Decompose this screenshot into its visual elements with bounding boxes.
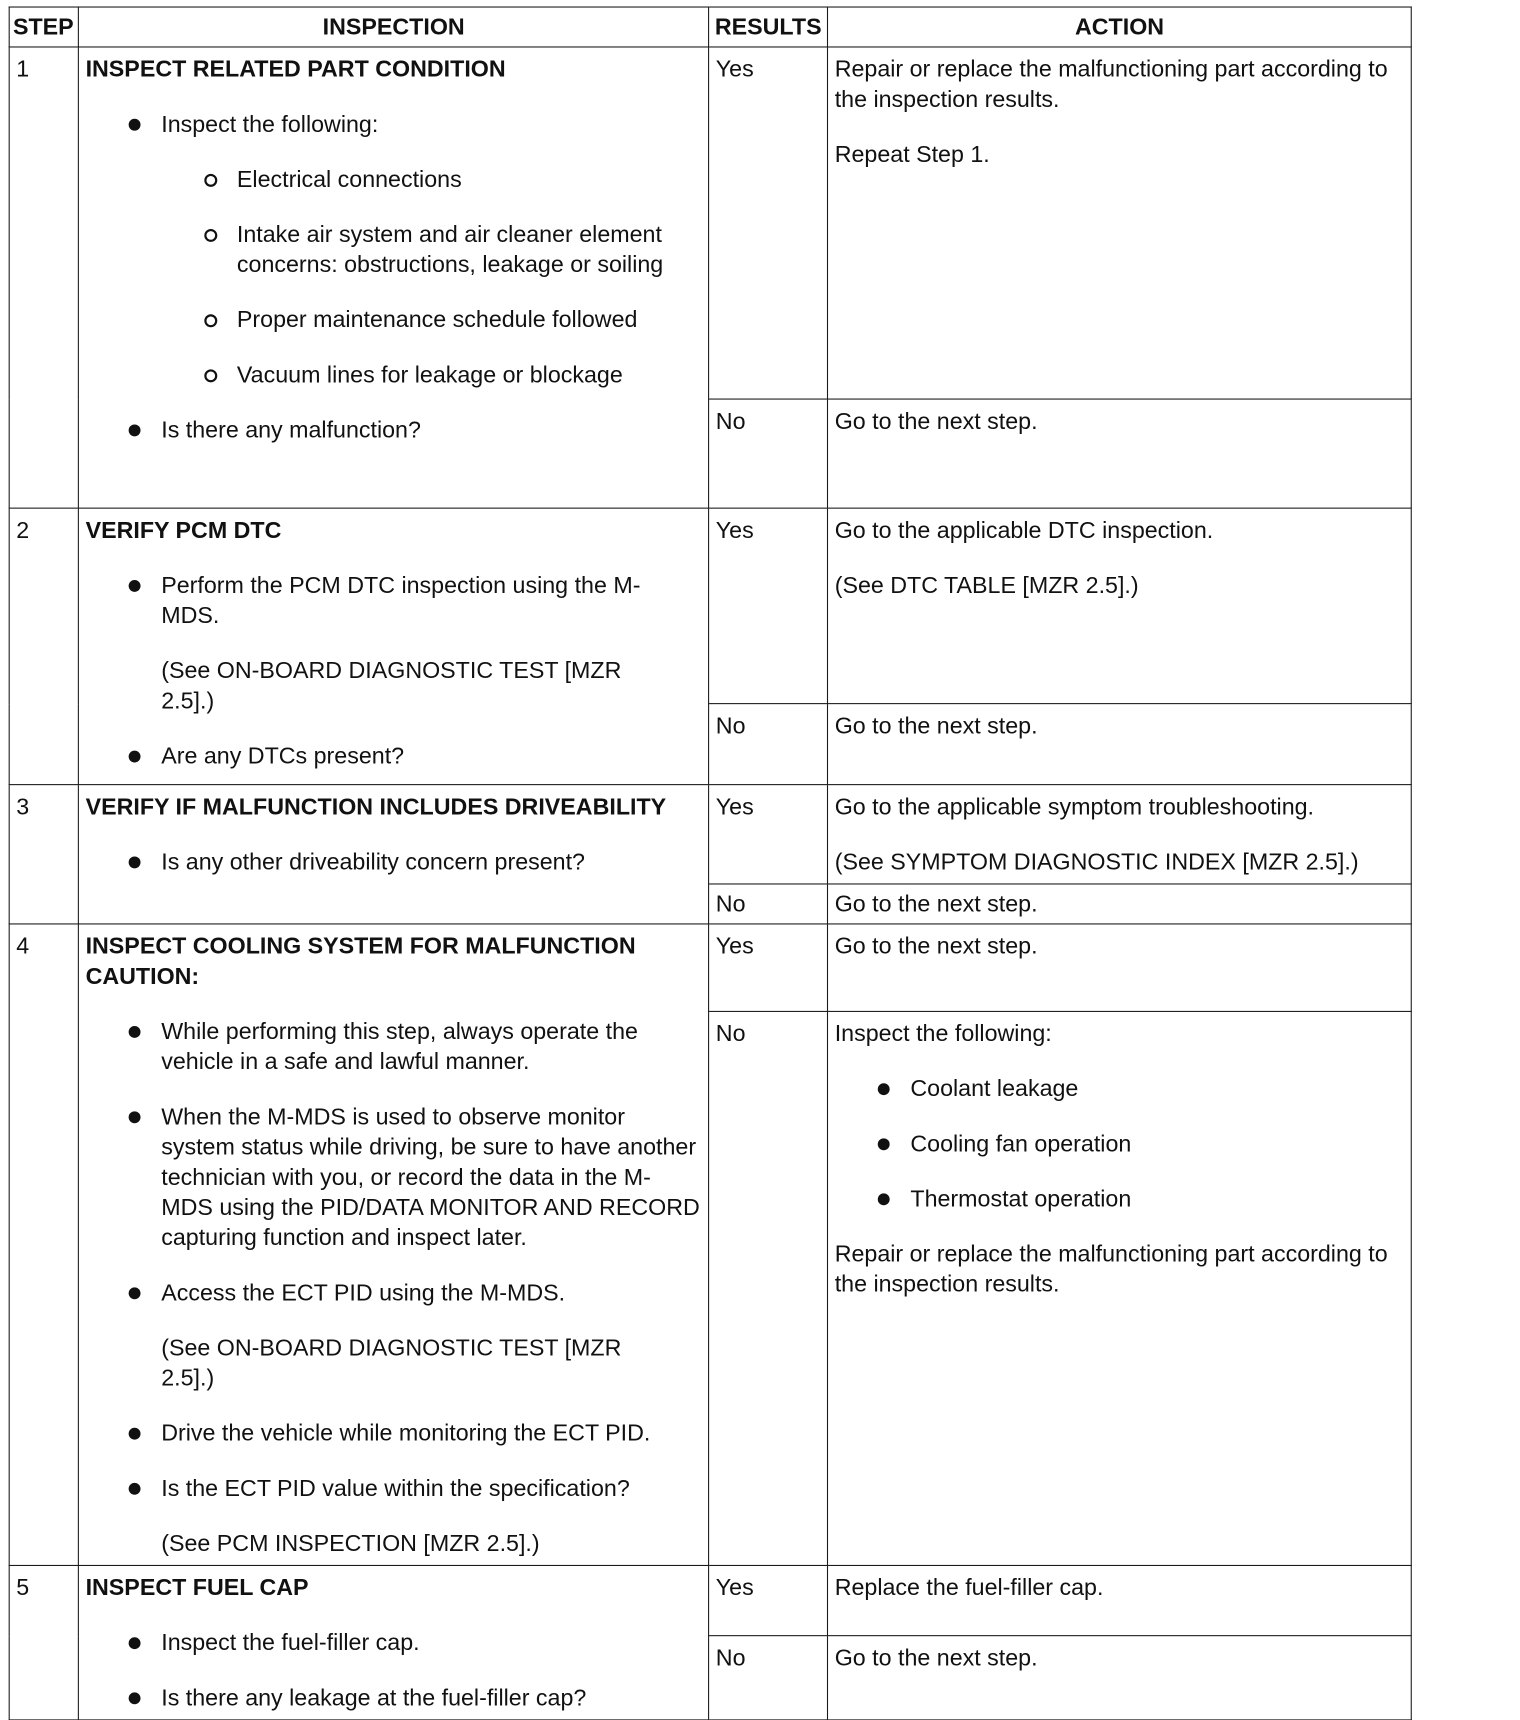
action-text: (See DTC TABLE [MZR 2.5].) (834, 572, 1139, 599)
step-number: 4 (9, 924, 78, 1566)
action-bullet-item: Cooling fan operation (910, 1129, 1404, 1159)
action-text: Go to the applicable DTC inspection. (834, 517, 1214, 544)
step-5-yes-row (9, 1565, 1411, 1635)
action-bullet-item: Thermostat operation (910, 1184, 1404, 1214)
step-title: VERIFY IF MALFUNCTION INCLUDES DRIVEABILITY (85, 793, 667, 820)
step-3-yes-row (9, 785, 1411, 884)
action-text: Go to the applicable symptom troubleshooting. (834, 793, 1315, 820)
header-inspection: INSPECTION (79, 7, 709, 47)
action-no (828, 1011, 1412, 1565)
action-text: Repeat Step 1. (834, 141, 990, 168)
result-no: No (709, 884, 828, 924)
bullet-item: Inspect the following: (161, 109, 702, 139)
question-item: Is any other driveability concern present? (161, 847, 702, 877)
step-number: 1 (9, 47, 78, 508)
result-yes: Yes (709, 47, 828, 399)
action-no: Go to the next step. (828, 704, 1412, 785)
step-title: INSPECT RELATED PART CONDITION (85, 56, 506, 83)
sub-bullet-item: Intake air system and air cleaner element concerns: obstructions, leakage or soiling (237, 219, 691, 279)
bullet-item: Access the ECT PID using the M-MDS. (161, 1278, 702, 1308)
step-5-inspection (79, 1565, 709, 1719)
action-text: Inspect the following: (834, 1020, 1052, 1047)
result-no: No (709, 1011, 828, 1565)
action-yes: Replace the fuel-filler cap. (828, 1565, 1412, 1635)
step-title: VERIFY PCM DTC (85, 517, 282, 544)
header-row (9, 7, 1411, 47)
reference-text: (See PCM INSPECTION [MZR 2.5].) (161, 1530, 540, 1557)
step-1-inspection (79, 47, 709, 508)
reference-text: (See ON-BOARD DIAGNOSTIC TEST [MZR 2.5].) (161, 657, 622, 714)
caution-label: CAUTION: (85, 963, 200, 990)
result-yes: Yes (709, 508, 828, 703)
step-title: INSPECT FUEL CAP (85, 1574, 309, 1601)
bullet-item: Perform the PCM DTC inspection using the M-MDS. (161, 570, 658, 630)
action-no: Go to the next step. (828, 884, 1412, 924)
header-action: ACTION (828, 7, 1412, 47)
header-step: STEP (9, 7, 78, 47)
step-number: 5 (9, 1565, 78, 1719)
action-text: Repair or replace the malfunctioning part according to the inspection results. (834, 1240, 1388, 1298)
bullet-item: When the M-MDS is used to observe monitor system status while driving, be sure to have another technician with you, or record the data in the M-MDS using the PID/DATA MONITOR AND RECORD capturing function and inspect later. (161, 1102, 702, 1253)
step-3-inspection (79, 785, 709, 924)
diagnostic-table (9, 6, 1412, 1720)
action-text: (See SYMPTOM DIAGNOSTIC INDEX [MZR 2.5].) (834, 848, 1359, 875)
question-item: Is there any leakage at the fuel-filler cap? (161, 1683, 702, 1713)
action-yes (828, 785, 1412, 884)
sub-bullet-item: Proper maintenance schedule followed (237, 305, 702, 335)
question-item: Is there any malfunction? (161, 415, 702, 445)
step-2-inspection (79, 508, 709, 784)
step-1-yes-row (9, 47, 1411, 399)
bullet-item: Drive the vehicle while monitoring the ECT PID. (161, 1418, 702, 1448)
question-item: Are any DTCs present? (161, 741, 702, 771)
action-no: Go to the next step. (828, 1636, 1412, 1720)
step-number: 2 (9, 508, 78, 784)
result-no: No (709, 1636, 828, 1720)
result-yes: Yes (709, 1565, 828, 1635)
bullet-item: Inspect the fuel-filler cap. (161, 1628, 702, 1658)
action-yes (828, 508, 1412, 703)
step-4-inspection (79, 924, 709, 1566)
sub-bullet-item: Electrical connections (237, 164, 702, 194)
step-4-yes-row (9, 924, 1411, 1011)
reference-text: (See ON-BOARD DIAGNOSTIC TEST [MZR 2.5].) (161, 1334, 622, 1392)
header-results: RESULTS (709, 7, 828, 47)
action-yes: Go to the next step. (828, 924, 1412, 1011)
step-number: 3 (9, 785, 78, 924)
sub-bullet-item: Vacuum lines for leakage or blockage (237, 360, 702, 390)
step-2-yes-row (9, 508, 1411, 703)
question-item: Is the ECT PID value within the specification? (161, 1473, 702, 1503)
action-text: Repair or replace the malfunctioning part according to the inspection results. (834, 56, 1388, 113)
result-no: No (709, 704, 828, 785)
action-bullet-item: Coolant leakage (910, 1074, 1404, 1104)
action-yes (828, 47, 1412, 399)
result-yes: Yes (709, 924, 828, 1011)
bullet-item: While performing this step, always operate the vehicle in a safe and lawful manner. (161, 1016, 691, 1076)
action-no: Go to the next step. (828, 399, 1412, 508)
result-yes: Yes (709, 785, 828, 884)
step-title: INSPECT COOLING SYSTEM FOR MALFUNCTION (85, 933, 636, 960)
result-no: No (709, 399, 828, 508)
